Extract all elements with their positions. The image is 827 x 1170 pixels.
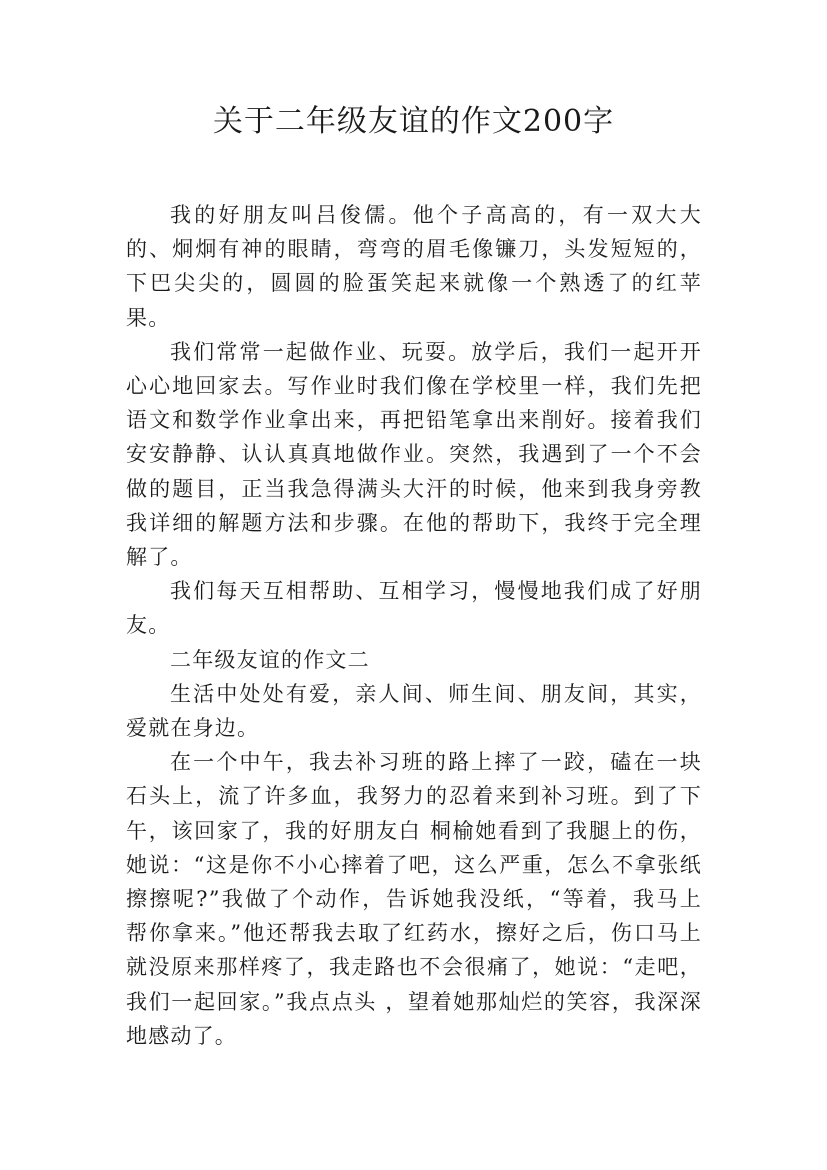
paragraph-2: 我们常常一起做作业、玩耍。放学后，我们一起开开心心地回家去。写作业时我们像在学校里一样，我们先把语文和数学作业拿出来，再把铅笔拿出来削好。接着我们安安静静、认认真真地做作业。突然，我遇到了一个不会做的题目，正当我急得满头大汗的时候，他来到我身旁教我详细的解题方法和步骤。在他的帮助下，我终于完全理解了。 [126,339,702,570]
paragraph-5: 在一个中午，我去补习班的路上摔了一跤，磕在一块石头上，流了许多血，我努力的忍着来到补习班。到了下午，该回家了，我的好朋友白 桐榆她看到了我腿上的伤，她说：“这是你不小心摔着了吧，这么严重，怎么不拿张纸擦擦呢?”我做了个动作，告诉她我没纸，“等着，我马上 帮你拿来。”他还帮我去取了红药水，擦好之后，伤口马上就没原来那样疼了，我走路也不会很痛了，她说：“走吧，我们一起回家。”我点点头 ，望着她那灿烂的笑容，我深深地感动了。 [126,750,702,1048]
paragraph-4: 生活中处处有爱，亲人间、师生间、朋友间，其实，爱就在身边。 [126,681,702,741]
section-heading: 二年级友谊的作文二 [170,647,370,672]
document-body [126,198,702,1053]
document-title: 关于二年级友谊的作文200字 [212,104,615,139]
paragraph-3: 我们每天互相帮助、互相学习，慢慢地我们成了好朋友。 [126,579,702,638]
paragraph-1: 我的好朋友叫吕俊儒。他个子高高的，有一双大大的、炯炯有神的眼睛，弯弯的眉毛像镰刀，头发短短的，下巴尖尖的，圆圆的脸蛋笑起来就像一个熟透了的红苹果。 [126,203,702,330]
